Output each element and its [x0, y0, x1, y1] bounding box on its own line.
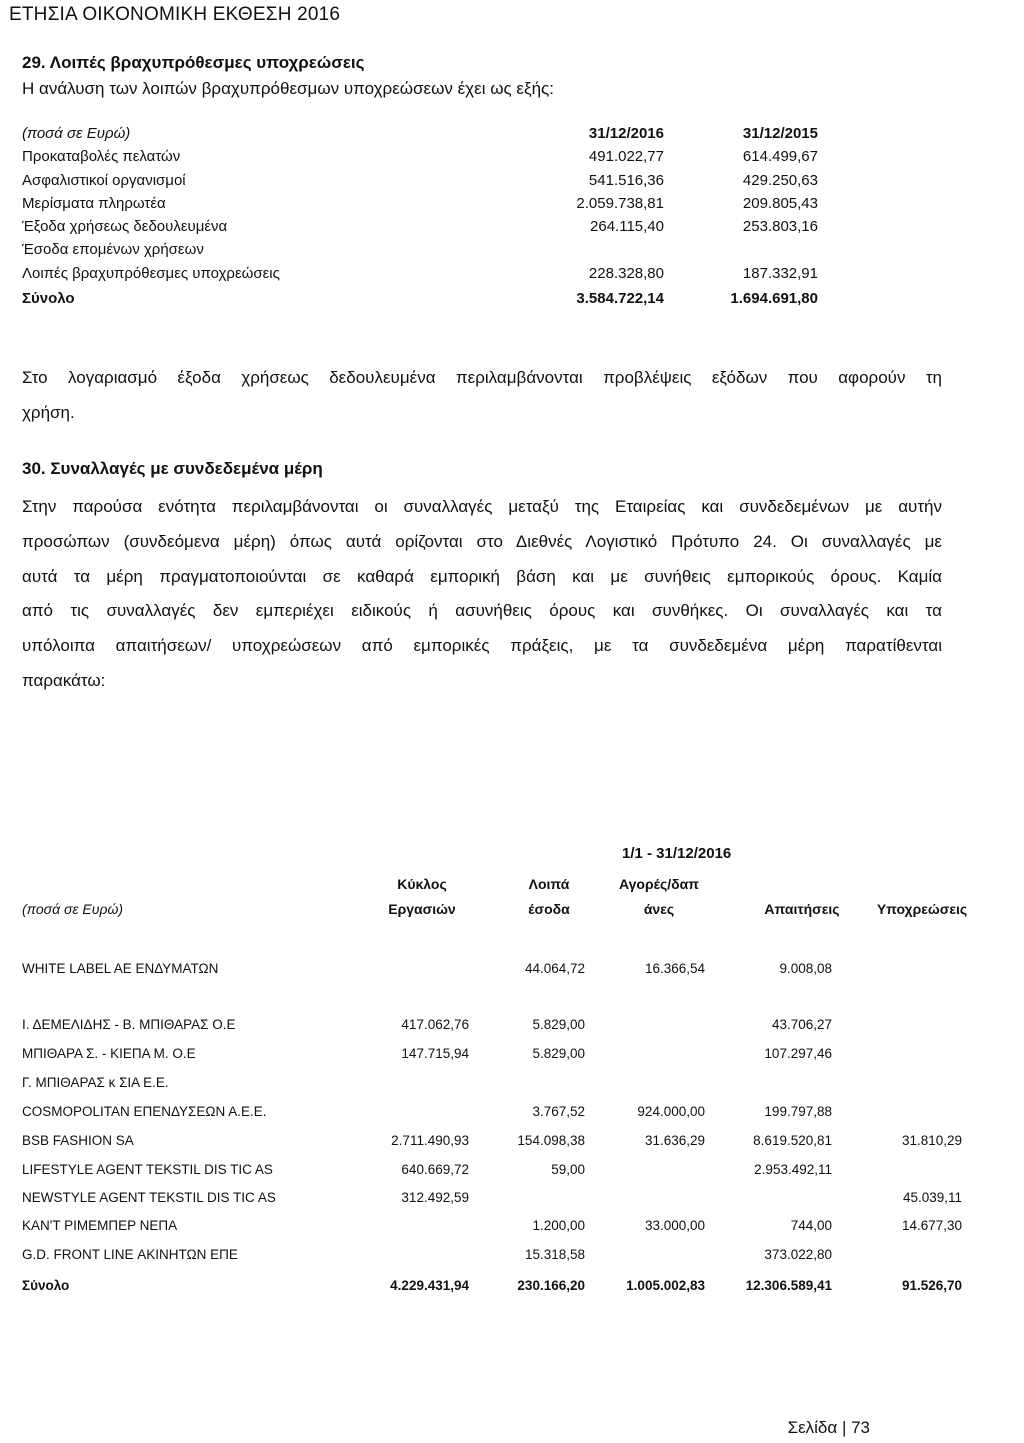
cell-value: 417.062,76: [401, 1017, 469, 1032]
section-30-paragraph: [22, 490, 942, 699]
table-row: [22, 1243, 982, 1267]
cell-value: 91.526,70: [901, 1278, 962, 1293]
cell-value: 107.297,46: [764, 1046, 832, 1061]
cell-value: 44.064,72: [524, 961, 585, 976]
table-row: [22, 1042, 982, 1066]
paragraph-line: υπόλοιπα απαιτήσεων/ υποχρεώσεων από εμπορικές πράξεις, με τα συνδεδεμένα μέρη παρατίθενται: [22, 636, 942, 656]
cell-value: 9.008,08: [779, 961, 832, 976]
cell-value: 199.797,88: [764, 1104, 832, 1119]
cell-value: 312.492,59: [401, 1190, 469, 1205]
report-header: ΕΤΗΣΙΑ ΟΙΚΟΝΟΜΙΚΗ ΕΚΘΕΣΗ 2016: [9, 4, 341, 25]
cell-value: 31.636,29: [644, 1133, 705, 1148]
cell-value: 154.098,38: [517, 1133, 585, 1148]
section-29-title: 29. Λοιπές βραχυπρόθεσμες υποχρεώσεις: [22, 53, 365, 72]
col-2015-header: 31/12/2015: [742, 125, 818, 142]
col-2016-header: 31/12/2016: [588, 125, 664, 142]
party-name: KAN'T ΡΙΜΕΜΠΕΡ ΝΕΠΑ: [22, 1218, 178, 1233]
paragraph-line: παρακάτω:: [22, 670, 106, 690]
value-2016: 491.022,77: [588, 148, 664, 166]
row-label: Έξοδα χρήσεως δεδουλευμένα: [22, 218, 228, 236]
section-30-title: 30. Συναλλαγές με συνδεδεμένα μέρη: [22, 459, 323, 478]
cell-value: 373.022,80: [764, 1247, 832, 1262]
table-row: [22, 215, 842, 238]
cell-value: 5.829,00: [532, 1017, 585, 1032]
value-2016: 541.516,36: [588, 171, 664, 189]
row-label: Μερίσματα πληρωτέα: [22, 194, 166, 212]
table-row: [22, 192, 842, 215]
column-header: άνες: [643, 901, 675, 917]
value-2016: 2.059.738,81: [576, 194, 664, 212]
table-row: [22, 1013, 982, 1037]
cell-value: 5.829,00: [532, 1046, 585, 1061]
party-name: NEWSTYLE AGENT TEKSTIL DIS TIC AS: [22, 1190, 276, 1205]
party-name: BSB FASHION SA: [22, 1133, 134, 1148]
column-header: Απαιτήσεις: [764, 901, 840, 917]
paragraph-line: Στο λογαριασμό έξοδα χρήσεως δεδουλευμένα περιλαμβάνονται προβλέψεις εξόδων που αφορούν τη: [22, 368, 942, 387]
cell-value: 31.810,29: [901, 1133, 962, 1148]
table-row: [22, 1071, 982, 1095]
party-name: ΜΠΙΘΑΡΑ Σ. - ΚΙΕΠΑ Μ. Ο.Ε: [22, 1046, 196, 1061]
value-2015: 253.803,16: [742, 218, 818, 236]
column-header: Εργασιών: [388, 901, 456, 917]
cell-value: 45.039,11: [902, 1190, 962, 1205]
value-2015: 187.332,91: [742, 264, 818, 282]
row-label: Έσοδα επομένων χρήσεων: [22, 241, 204, 259]
unit-label: (ποσά σε Ευρώ): [22, 125, 131, 142]
party-name: LIFESTYLE AGENT TEKSTIL DIS TIC AS: [22, 1162, 273, 1177]
cell-value: 15.318,58: [524, 1247, 585, 1262]
column-header: έσοδα: [528, 901, 570, 917]
table-row: [22, 1100, 982, 1124]
column-header: Αγορές/δαπ: [619, 876, 699, 892]
table-header-row: [22, 122, 842, 145]
row-label: Ασφαλιστικοί οργανισμοί: [22, 171, 186, 189]
cell-value: 230.166,20: [517, 1278, 585, 1293]
table-row: [22, 957, 982, 981]
cell-value: 12.306.589,41: [745, 1278, 832, 1293]
table-total-row: [22, 287, 842, 310]
paragraph-line: αυτά τα μέρη πραγματοποιούνται σε καθαρά εμπορική βάση και με συνήθεις εμπορικούς όρους. Καμία: [22, 566, 942, 586]
paragraph-line: από τις συναλλαγές δεν εμπεριέχει ειδικούς ή ασυνήθεις όρους και συνθήκες. Οι συναλλαγές και τα: [22, 601, 942, 621]
cell-value: 1.200,00: [532, 1218, 585, 1233]
table-row: [22, 145, 842, 168]
paragraph-line: χρήση.: [22, 402, 75, 422]
cell-value: 33.000,00: [644, 1218, 705, 1233]
row-label: Λοιπές βραχυπρόθεσμες υποχρεώσεις: [22, 264, 280, 282]
section-29-intro: Η ανάλυση των λοιπών βραχυπρόθεσμων υποχρεώσεων έχει ως εξής:: [22, 79, 554, 98]
cell-value: 16.366,54: [644, 961, 705, 976]
cell-value: 744,00: [790, 1218, 832, 1233]
cell-value: 924.000,00: [637, 1104, 705, 1119]
party-name: Γ. ΜΠΙΘΑΡΑΣ κ ΣΙΑ Ε.Ε.: [22, 1075, 169, 1090]
paragraph-line: Στην παρούσα ενότητα περιλαμβάνονται οι συναλλαγές μεταξύ της Εταιρείας και συνδεδεμένων με αυτήν: [22, 497, 942, 516]
unit-label: (ποσά σε Ευρώ): [22, 901, 124, 917]
value-2015: 614.499,67: [742, 148, 818, 166]
page-number: Σελίδα | 73: [787, 1418, 870, 1437]
column-header: Κύκλος: [397, 876, 447, 892]
total-2016: 3.584.722,14: [576, 290, 664, 308]
table-row: [22, 1158, 982, 1182]
total-label: Σύνολο: [22, 1278, 70, 1293]
cell-value: 59,00: [551, 1162, 585, 1177]
row-label: Προκαταβολές πελατών: [22, 148, 181, 166]
cell-value: 640.669,72: [401, 1162, 469, 1177]
cell-value: 3.767,52: [532, 1104, 585, 1119]
cell-value: 147.715,94: [401, 1046, 469, 1061]
party-name: Ι. ΔΕΜΕΛΙΔΗΣ - Β. ΜΠΙΘΑΡΑΣ Ο.Ε: [22, 1017, 236, 1032]
value-2015: 429.250,63: [742, 171, 818, 189]
table-total-row: [22, 1274, 982, 1298]
cell-value: 1.005.002,83: [626, 1278, 705, 1293]
cell-value: 43.706,27: [771, 1017, 832, 1032]
cell-value: 2.711.490,93: [391, 1133, 469, 1148]
cell-value: 8.619.520,81: [753, 1133, 832, 1148]
cell-value: 14.677,30: [901, 1218, 962, 1233]
table-row: [22, 238, 842, 261]
total-2015: 1.694.691,80: [730, 290, 818, 308]
section-29-note: [22, 361, 942, 431]
value-2016: 228.328,80: [588, 264, 664, 282]
party-name: G.D. FRONT LINE ΑΚΙΝΗΤΩΝ ΕΠΕ: [22, 1247, 238, 1262]
other-liabilities-table: [22, 122, 842, 310]
paragraph-line: προσώπων (συνδεόμενα μέρη) όπως αυτά ορίζονται στο Διεθνές Λογιστικό Πρότυπο 24. Οι συναλλαγές με: [22, 531, 942, 551]
table-row: [22, 1214, 982, 1238]
party-name: WHITE LABEL AE ΕΝΔΥΜΑΤΩΝ: [22, 961, 219, 976]
cell-value: 4.229.431,94: [390, 1278, 469, 1293]
table-row: [22, 1129, 982, 1153]
period-label: 1/1 - 31/12/2016: [622, 845, 732, 862]
value-2016: 264.115,40: [590, 218, 664, 236]
total-label: Σύνολο: [22, 290, 75, 308]
table-row: [22, 262, 842, 285]
party-name: COSMOPOLITAN ΕΠΕΝΔΥΣΕΩΝ Α.Ε.Ε.: [22, 1104, 267, 1119]
table-row: [22, 169, 842, 192]
column-header: Υποχρεώσεις: [876, 901, 968, 917]
column-header: Λοιπά: [528, 876, 570, 892]
cell-value: 2.953.492,11: [754, 1162, 832, 1177]
value-2015: 209.805,43: [742, 194, 818, 212]
table-row: [22, 1186, 982, 1210]
